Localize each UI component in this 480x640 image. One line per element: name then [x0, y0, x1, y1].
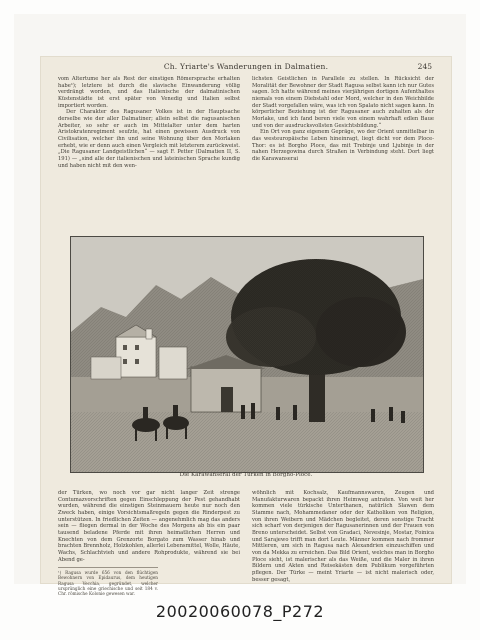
catalog-id-label: 20020060078_P272 [155, 602, 325, 621]
running-head-title: Ch. Yriarte's Wanderungen in Dalmatien. [163, 62, 329, 71]
paragraph: vom Altertume her als Rest der einstigen Römersprache erhalten habe¹); letztere ist durch die slavische Einwanderung völlig verdrängt worden, und das Italienische der dalmatinischen Küstenstädte ist erst später von Venedig und Italien selbst importiert worden. [58, 76, 240, 109]
running-head [40, 62, 452, 76]
paragraph: Ein Ort von ganz eigenem Gepräge, wo der Orient unmittelbar in das westeuropäische Leben hineinragt, liegt dicht vor dem Ploce-Thor: es ist Borgho Ploce, das mit Trebinje und Ljubinje in der nahen Herzegowina durch Straßen in Verbindung steht. Dort liegt die Karawanserai [252, 129, 434, 162]
paragraph: der Türken, wo noch vor gar nicht langer Zeit strenge Contumazvorschriften gegen Einschleppung der Pest gehandhabt wurden, während die einstigen Steinmauern heute nur noch den Zweck haben, einige Vorsichtsmaßregeln gegen die Rinderpest zu unterstützen. In friedlichen Zeiten — angenehmlich mag das anders sein — fliegen dermal in der Woche des Morgens ab bis ein paar tausend beladene Pferde mit ihren heimatlichen Herren und Knechten von dem Grenzorte Borgato zum Wasser hinab und brachten Brennholz, Holzkohlen, allerlei Lebensmittel, Wolle, Häute, Wachs, Schlachtvieh und andere Rohprodukte, während sie bei Abend ge- [58, 490, 240, 563]
footnote: ¹) Ragusa wurde 656 von den flüchtigen Bewohnern von Epidaurus, dem heutigen Ragusa Vecchia, gegründet, welcher ursprünglich eine griechische und seit 184 v. Chr. römische Kolonie gewesen war. [58, 567, 158, 596]
text-column-bottom-left [58, 490, 240, 597]
book-page [40, 56, 452, 597]
paragraph: lichsten Geistlichen in Parallele zu stellen. In Rücksicht der Moralität der Bewohner der Stadt Ragusa selbst kann ich nur Gutes sagen. Ich hatte während meines vierjährigen dortigen Aufenthaltes niemals von einem Diebstahl oder Mord, welcher in den Weichbilde der Stadt vorgefallen wäre, was ich von Spalato nicht sagen kann. In körperlicher Beziehung ist der Ragusaner auch zuhalten als der Morlake, und ich fand beren viele von einem wahrhaft edlen Baue und von der ausdrucksvollsten Gesichtsbildung.“ [252, 76, 434, 129]
engraving-drawing [71, 237, 423, 472]
ground-shading [71, 412, 423, 472]
text-column-bottom-right [252, 490, 434, 582]
text-column-top-left [58, 76, 240, 234]
text-column-top-right [252, 76, 434, 234]
engraving-illustration [70, 236, 424, 473]
figure-caption: Die Karawanserai der Türken in Borgho-Ploce. [179, 472, 313, 478]
page-number: 245 [417, 62, 432, 71]
paragraph: wöhnlich mit Kochsalz, Kaufmannswaren, Zeugen und Manufakturwaren bepackt ihren Heimweg antraten. Von weit her kommen viele türkische Unterthanen, natürlich Slawen dem Stamme nach, Mohammedaner oder der Katholiken von Religion, von ihren Weibern und Mädchen begleitet, deren sonstige Tracht sich scharf von derjenigen der Ragusanerinnen und der Frauen von Breno unterscheidet. Selbst von Gradaci, Nevesinje, Mostar, Foinica und Sarajewo trifft man dort Leute. Männer kommen nach frommer Mittleren, um sich in Ragusa nach Alexandrien einzuschiffen und von da Mekka zu erreichen. Das Bild Orient, welches man in Borgho Ploce sieht, ist malerischer als das Weiße, und die Maler in ihren Bildern und Akten und Reisekästen dem Publikum vorgeführten pflegen. Der Türke — meint Yriarte — ist nicht malerisch oder, besser gesagt, [252, 490, 434, 583]
paragraph: Der Charakter des Ragusaner Volkes ist in der Hauptsache derselbe wie der aller Dalmatiner; allein selbst die ragusanischen Arbeiter, so sehr er auch im Mittelalter unter dem harten Aristokratenregiment seufzte, hat einen gewissen Ausdruck von Civilisation, welcher ihn und seine Wohnung über den Morlaken erhebt, wie er denn auch einen Vergleich mit letzterem zurückweist. „Die Ragusaner Landgeistlichen“ — sagt F. Petter (Dalmatien II, S. 191) — „sind alle der italienischen und lateinischen Sprache kundig und haben nicht mit den wen- [58, 109, 240, 169]
